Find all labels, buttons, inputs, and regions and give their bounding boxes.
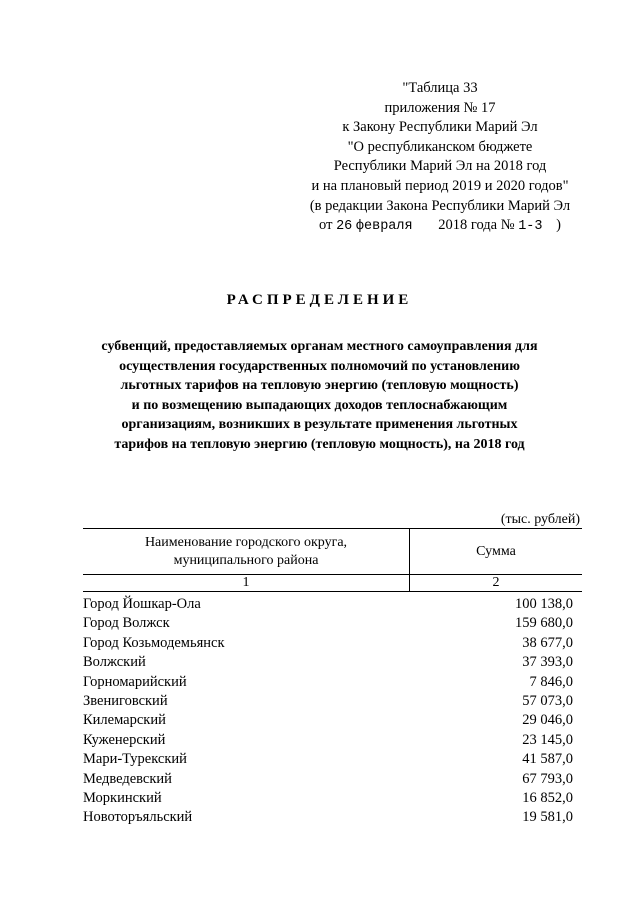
row-sum: 159 680,0 (515, 615, 573, 632)
subtitle-line: осуществления государственных полномочий по установлению (119, 358, 520, 374)
row-name: Волжский (83, 654, 146, 671)
subtitle-line: субвенций, предоставляемых органам местного самоуправления для (101, 339, 538, 354)
header-line-date (280, 216, 600, 237)
column-number-2: 2 (492, 575, 500, 590)
row-name: Город Йошкар-Ола (83, 596, 201, 612)
header-line-appendix: приложения № 17 (384, 99, 496, 116)
row-name: Звениговский (83, 692, 168, 709)
row-name: Новоторъяльский (83, 809, 193, 826)
row-sum: 57 073,0 (522, 692, 573, 709)
subtitle-line: организациям, возникших в результате применения льготных (121, 417, 518, 433)
row-sum: 38 677,0 (522, 634, 573, 651)
units-label: (тыс. рублей) (500, 512, 580, 527)
document-title: РАСПРЕДЕЛЕНИЕ (226, 292, 413, 308)
date-prefix: от (319, 217, 333, 234)
row-name: Город Волжск (83, 615, 170, 632)
row-sum: 100 138,0 (515, 596, 573, 612)
table-row (83, 750, 573, 769)
row-name: Килемарский (83, 712, 166, 729)
date-month: февраля (355, 219, 413, 235)
row-name: Мари-Турекский (83, 751, 187, 768)
document-subtitle (30, 337, 609, 455)
table-row (83, 711, 573, 730)
date-day: 26 (336, 219, 353, 235)
table-row (83, 692, 573, 711)
row-sum: 29 046,0 (522, 712, 573, 729)
row-sum: 16 852,0 (522, 789, 573, 806)
table-header (83, 528, 582, 592)
row-sum: 7 846,0 (529, 673, 573, 690)
date-year: 2018 года № (438, 217, 515, 234)
table-row (83, 595, 573, 614)
row-sum: 67 793,0 (522, 770, 573, 787)
date-close: ) (556, 217, 561, 234)
column-header-name-line2: муниципального района (173, 552, 319, 568)
table-row (83, 789, 573, 808)
column-header-name-line1: Наименование городского округа, (144, 534, 348, 550)
column-header-name (83, 529, 410, 574)
row-name: Горномарийский (83, 673, 187, 690)
subtitle-line: и по возмещению выпадающих доходов теплоснабжающим (131, 397, 508, 413)
row-sum: 19 581,0 (522, 809, 573, 826)
row-name: Куженерский (83, 731, 166, 748)
header-line-law: к Закону Республики Марий Эл (342, 119, 538, 136)
table-row (83, 614, 573, 633)
table-row (83, 634, 573, 653)
subtitle-line: льготных тарифов на тепловую энергию (тепловую мощность) (120, 378, 519, 394)
header-line-edition: (в редакции Закона Республики Марий Эл (309, 197, 571, 214)
table-row (83, 770, 573, 789)
document-header (280, 79, 600, 237)
table-body (83, 595, 573, 828)
subtitle-line: тарифов на тепловую энергию (тепловую мощность), на 2018 год (114, 436, 525, 452)
column-number-1: 1 (83, 575, 410, 591)
row-sum: 23 145,0 (522, 731, 573, 748)
header-line-planning-period: и на плановый период 2019 и 2020 годов" (311, 177, 569, 194)
column-number-row (83, 574, 582, 591)
row-name: Город Козьмодемьянск (83, 634, 225, 651)
table-row (83, 673, 573, 692)
row-sum: 41 587,0 (522, 751, 573, 768)
table-header-row (83, 529, 582, 574)
column-header-sum: Сумма (476, 543, 516, 559)
table-row (83, 653, 573, 672)
header-line-table-number: "Таблица 33 (402, 80, 478, 96)
date-number: 1-3 (518, 219, 543, 235)
row-sum: 37 393,0 (522, 654, 573, 671)
header-line-budget: "О республиканском бюджете (347, 138, 533, 155)
table-row (83, 808, 573, 827)
row-name: Медведевский (83, 770, 172, 787)
header-line-republic-year: Республики Марий Эл на 2018 год (333, 158, 547, 175)
row-name: Моркинский (83, 789, 162, 806)
table-row (83, 731, 573, 750)
